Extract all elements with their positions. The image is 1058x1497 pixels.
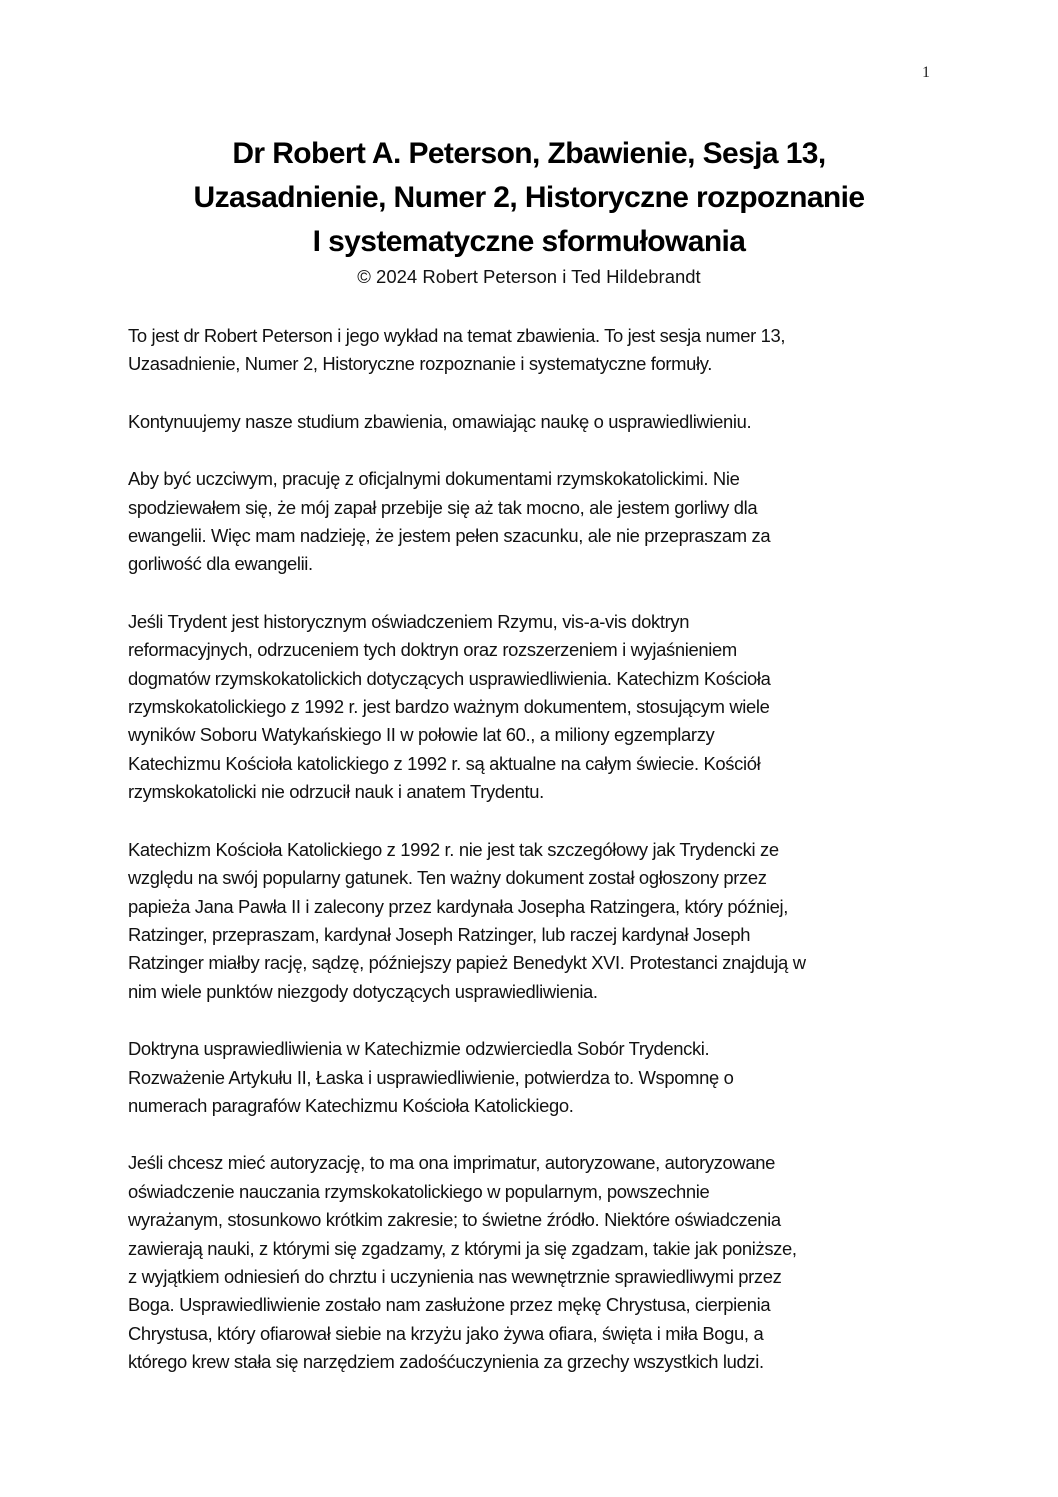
document-body bbox=[128, 322, 948, 1406]
text-line: Katechizmu Kościoła katolickiego z 1992 r. są aktualne na całym świecie. Kościół bbox=[128, 752, 761, 774]
text-line: Katechizm Kościoła Katolickiego z 1992 r. nie jest tak szczegółowy jak Trydencki ze bbox=[128, 838, 779, 860]
text-line: oświadczenie nauczania rzymskokatolickiego w popularnym, powszechnie bbox=[128, 1180, 710, 1202]
text-line: zawierają nauki, z którymi się zgadzamy, z którymi ja się zgadzam, takie jak poniższe, bbox=[128, 1237, 797, 1259]
text-line: rzymskokatolicki nie odrzucił nauk i anatem Trydentu. bbox=[128, 781, 544, 803]
paragraph-2 bbox=[128, 408, 948, 436]
text-line: Jeśli chcesz mieć autoryzację, to ma ona imprimatur, autoryzowane, autoryzowane bbox=[128, 1152, 775, 1174]
text-line: Ratzinger, przepraszam, kardynał Joseph Ratzinger, lub raczej kardynał Joseph bbox=[128, 923, 751, 945]
text-line: Aby być uczciwym, pracuję z oficjalnymi dokumentami rzymskokatolickimi. Nie bbox=[128, 468, 740, 490]
text-line: To jest dr Robert Peterson i jego wykład na temat zbawienia. To jest sesja numer 13, bbox=[128, 325, 786, 346]
text-line: spodziewałem się, że mój zapał przebije się aż tak mocno, ale jestem gorliwy dla bbox=[128, 496, 758, 518]
text-line: nim wiele punktów niezgody dotyczących usprawiedliwienia. bbox=[128, 980, 598, 1002]
document-title-line-1: Dr Robert A. Peterson, Zbawienie, Sesja 13, bbox=[232, 137, 826, 170]
page-number: 1 bbox=[922, 64, 930, 81]
text-line: Kontynuujemy nasze studium zbawienia, omawiając naukę o usprawiedliwieniu. bbox=[128, 410, 752, 432]
paragraph-5 bbox=[128, 836, 948, 1006]
text-line: z wyjątkiem odniesień do chrztu i uczynienia nas wewnętrznie sprawiedliwymi przez bbox=[128, 1265, 782, 1287]
text-line: którego krew stała się narzędziem zadośćuczynienia za grzechy wszystkich ludzi. bbox=[128, 1351, 764, 1373]
text-line: względu na swój popularny gatunek. Ten ważny dokument został ogłoszony przez bbox=[128, 867, 767, 889]
text-line: Chrystusa, który ofiarował siebie na krzyżu jako żywa ofiara, święta i miła Bogu, a bbox=[128, 1322, 764, 1344]
text-line: dogmatów rzymskokatolickich dotyczących usprawiedliwienia. Katechizm Kościoła bbox=[128, 667, 771, 689]
text-line: rzymskokatolickiego z 1992 r. jest bardzo ważnym dokumentem, stosującym wiele bbox=[128, 696, 770, 718]
text-line: Uzasadnienie, Numer 2, Historyczne rozpoznanie i systematyczne formuły. bbox=[128, 353, 712, 375]
paragraph-1 bbox=[128, 322, 948, 379]
text-line: Boga. Usprawiedliwienie zostało nam zasłużone przez mękę Chrystusa, cierpienia bbox=[128, 1294, 771, 1316]
text-line: Jeśli Trydent jest historycznym oświadczeniem Rzymu, vis-a-vis doktryn bbox=[128, 610, 690, 632]
text-line: Ratzinger miałby rację, sądzę, późniejszy papież Benedykt XVI. Protestanci znajdują w bbox=[128, 952, 806, 974]
copyright-notice: © 2024 Robert Peterson i Ted Hildebrandt bbox=[357, 266, 701, 287]
paragraph-6 bbox=[128, 1035, 948, 1120]
text-line: reformacyjnych, odrzuceniem tych doktryn oraz rozszerzeniem i wyjaśnieniem bbox=[128, 639, 737, 661]
paragraph-3 bbox=[128, 465, 948, 579]
document-header bbox=[0, 132, 1058, 290]
text-line: wyników Soboru Watykańskiego II w połowie lat 60., a miliony egzemplarzy bbox=[128, 724, 715, 746]
paragraph-4 bbox=[128, 608, 948, 807]
document-title-line-3: I systematyczne sformułowania bbox=[312, 225, 746, 258]
text-line: Doktryna usprawiedliwienia w Katechizmie odzwierciedla Sobór Trydencki. bbox=[128, 1038, 710, 1060]
paragraph-7 bbox=[128, 1149, 948, 1376]
document-title-line-2: Uzasadnienie, Numer 2, Historyczne rozpoznanie bbox=[193, 181, 865, 214]
text-line: Rozważenie Artykułu II, Łaska i usprawiedliwienie, potwierdza to. Wspomnę o bbox=[128, 1066, 734, 1088]
text-line: gorliwość dla ewangelii. bbox=[128, 553, 313, 575]
text-line: numerach paragrafów Katechizmu Kościoła Katolickiego. bbox=[128, 1094, 574, 1116]
text-line: ewangelii. Więc mam nadzieję, że jestem pełen szacunku, ale nie przepraszam za bbox=[128, 525, 771, 547]
text-line: papieża Jana Pawła II i zalecony przez kardynała Josepha Ratzingera, który później, bbox=[128, 895, 788, 917]
text-line: wyrażanym, stosunkowo krótkim zakresie; to świetne źródło. Niektóre oświadczenia bbox=[128, 1209, 781, 1231]
